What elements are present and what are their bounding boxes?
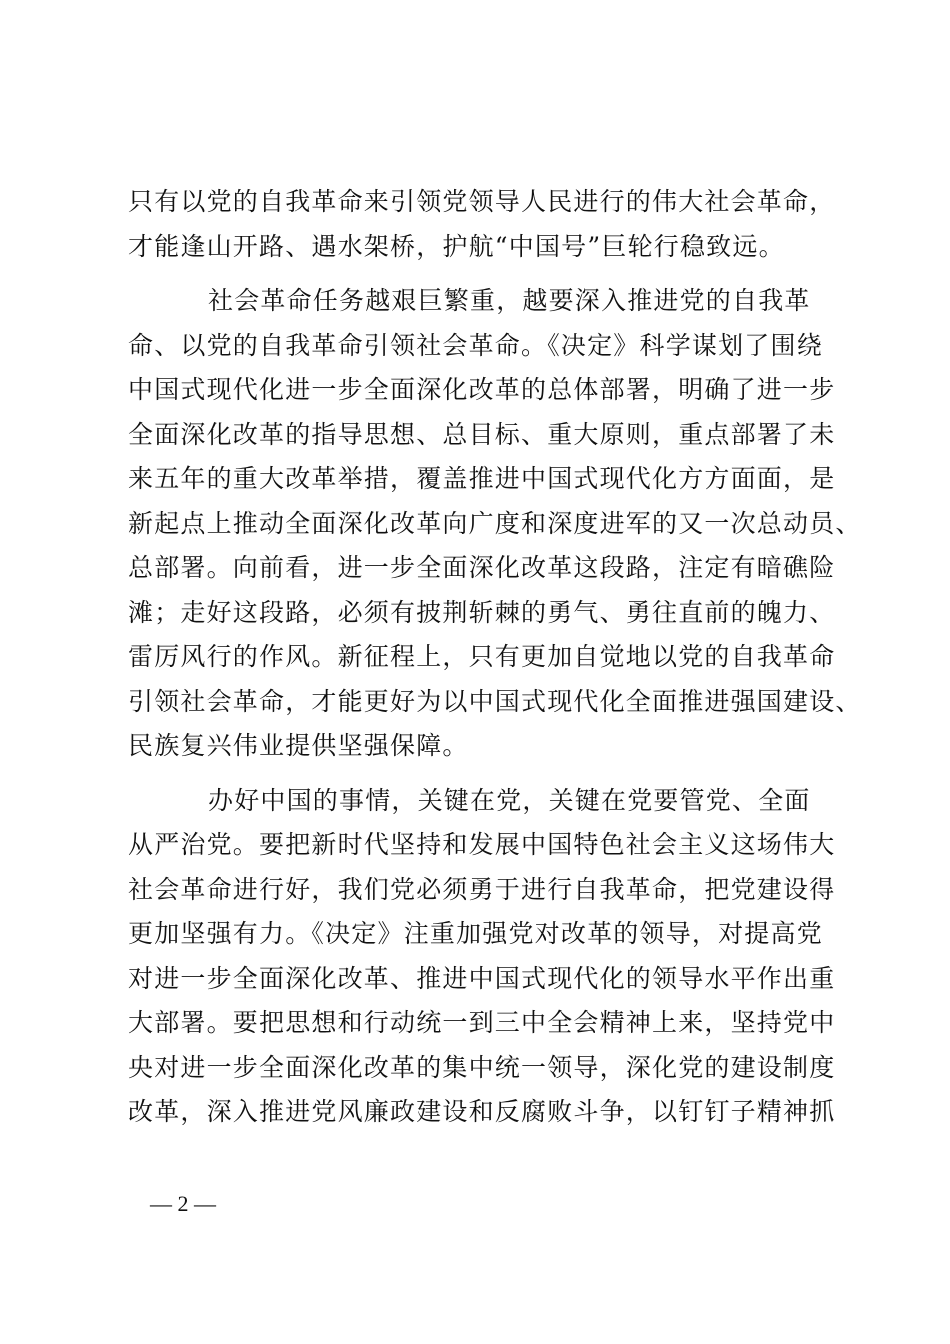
paragraph-line: 民族复兴伟业提供坚强保障。 [128,731,469,760]
paragraph-line: 社会革命进行好，我们党必须勇于进行自我革命，把党建设得 [128,874,836,904]
paragraph-line: 滩；走好这段路，必须有披荆斩棘的勇气、勇往直前的魄力、 [128,597,836,627]
paragraph-line: 改革，深入推进党风廉政建设和反腐败斗争，以钉钉子精神抓 [128,1097,836,1126]
paragraph-line: 总部署。向前看，进一步全面深化改革这段路，注定有暗礁险 [128,553,836,582]
paragraph-line: 命、以党的自我革命引领社会革命。《决定》科学谋划了围绕 [128,330,823,360]
paragraph-line: 来五年的重大改革举措，覆盖推进中国式现代化方方面面，是 [128,464,836,493]
paragraph-line: 对进一步全面深化改革、推进中国式现代化的领导水平作出重 [128,963,836,993]
paragraph-line: 新起点上推动全面深化改革向广度和深度进军的又一次总动员、 [128,508,862,538]
paragraph-line: 从严治党。要把新时代坚持和发展中国特色社会主义这场伟大 [128,830,836,859]
paragraph-first-line: 社会革命任务越艰巨繁重，越要深入推进党的自我革 [208,286,811,315]
paragraph-3 [128,779,836,1135]
paragraph-line: 更加坚强有力。《决定》注重加强党对改革的领导，对提高党 [128,919,823,948]
paragraph-line: 引领社会革命，才能更好为以中国式现代化全面推进强国建设、 [128,686,862,716]
paragraph-first-line: 办好中国的事情，关键在党，关键在党要管党、全面 [208,785,811,815]
paragraph-line: 才能逢山开路、遇水架桥，护航“中国号”巨轮行稳致远。 [128,231,785,261]
paragraph-line: 全面深化改革的指导思想、总目标、重大原则，重点部署了未 [128,419,836,449]
paragraph-line: 只有以党的自我革命来引领党领导人民进行的伟大社会革命， [128,187,836,216]
paragraph-1 [128,180,836,269]
paragraph-line: 大部署。要把思想和行动统一到三中全会精神上来，坚持党中 [128,1008,836,1037]
paragraph-2 [128,279,862,769]
paragraph-line: 中国式现代化进一步全面深化改革的总体部署，明确了进一步 [128,375,836,404]
paragraph-line: 雷厉风行的作风。新征程上，只有更加自觉地以党的自我革命 [128,642,836,671]
page-number: — 2 — [150,1191,216,1216]
paragraph-line: 央对进一步全面深化改革的集中统一领导，深化党的建设制度 [128,1052,836,1082]
document-body [128,180,862,1135]
